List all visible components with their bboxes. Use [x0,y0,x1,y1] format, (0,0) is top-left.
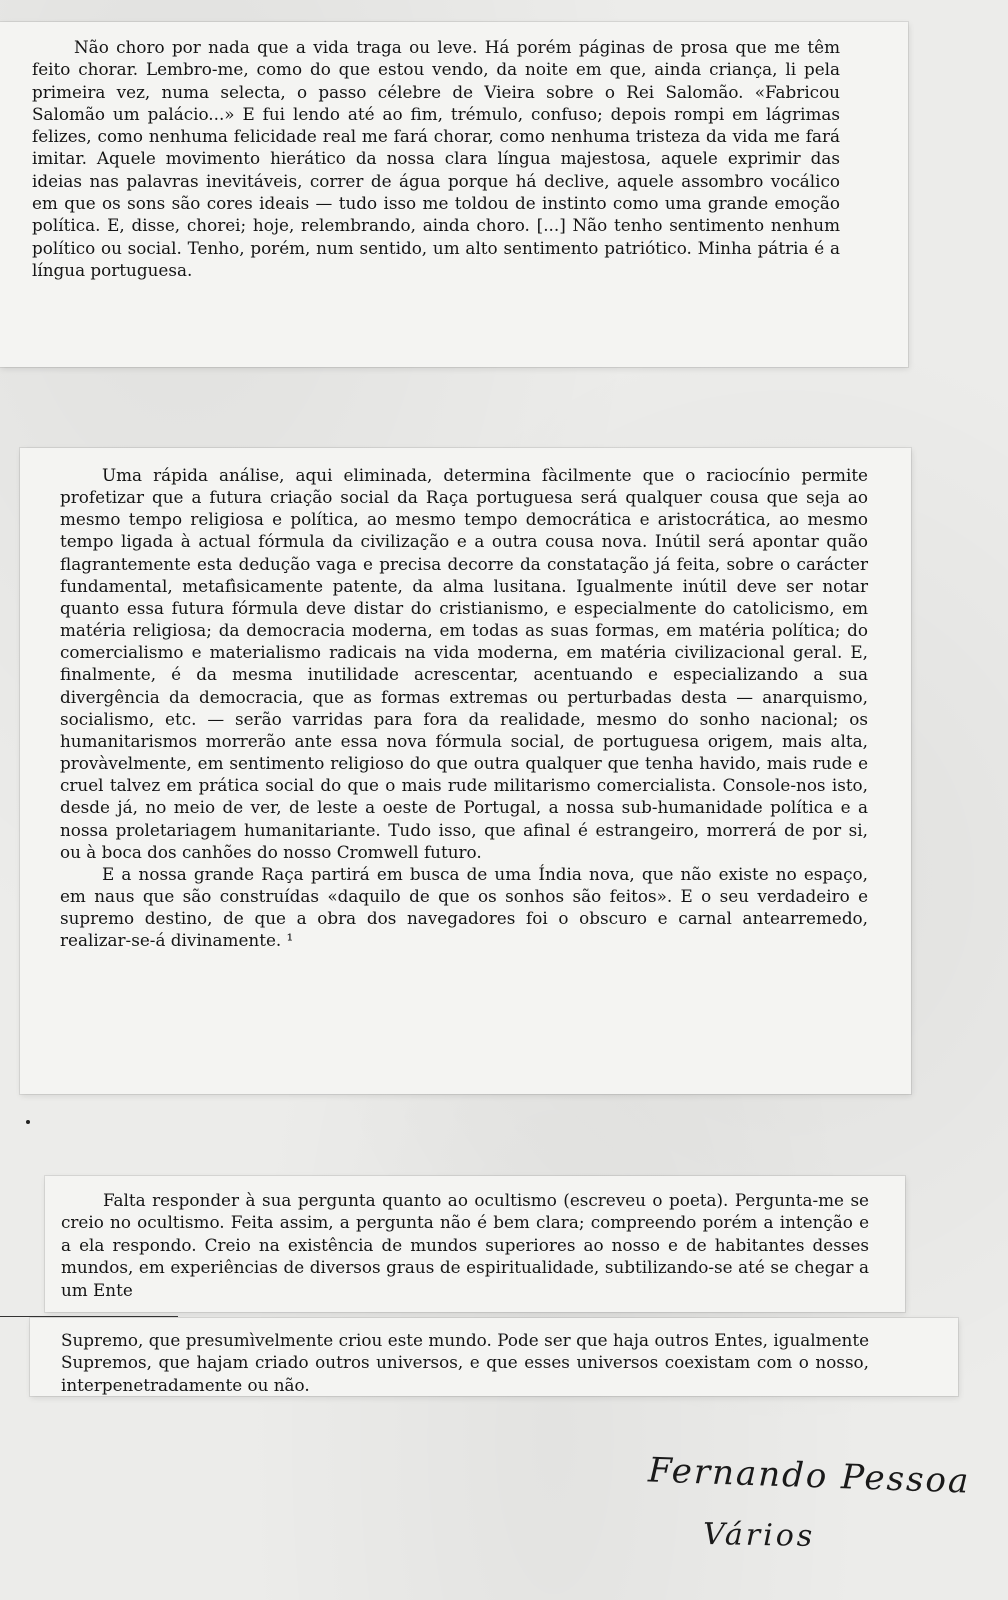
paragraph: E a nossa grande Raça partirá em busca de uma Índia nova, que não existe no espaço, em naus que são construídas «daquilo de que os sonhos são feitos». E o seu verdadeiro e supremo destino, de que a obra dos navegadores foi o obscuro e carnal antearremedo, realizar-se-á divinamente. ¹ [60,863,868,951]
newspaper-clipping-raca [20,448,911,1094]
newspaper-clipping-ocultismo [45,1176,905,1312]
handwritten-signature: Fernando Pessoa [647,1450,971,1502]
clipping-text-block [60,464,868,951]
ink-dot [26,1120,30,1124]
paragraph: Falta responder à sua pergunta quanto ao ocultismo (escreveu o poeta). Pergunta-me se creio no ocultismo. Feita assim, a pergunta não é bem clara; compreendo porém a intenção e a ela respondo. Creio na existência de mundos superiores ao nosso e de habitantes desses mundos, em experiências de diversos graus de espiritualidade, subtilizando-se até se chegar a um Ente [61,1190,869,1300]
paragraph: Supremo, que presumìvelmente criou este mundo. Pode ser que haja outros Entes, igualmente Supremos, que hajam criado outros universos, e que esses universos coexistam com o nosso, interpenetradamente ou não. [61,1330,869,1395]
paragraph: Não choro por nada que a vida traga ou leve. Há porém páginas de prosa que me têm feito chorar. Lembro-me, como do que estou vendo, da noite em que, ainda criança, li pela primeira vez, numa selecta, o passo célebre de Vieira sobre o Rei Salomão. «Fabricou Salomão um palácio...» E fui lendo até ao fim, trémulo, confuso; depois rompi em lágrimas felizes, como nenhuma felicidade real me fará chorar, como nenhuma tristeza da vida me fará imitar. Aquele movimento hierático da nossa clara língua majestosa, aquele exprimir das ideias nas palavras inevitáveis, correr de água porque há declive, aquele assombro vocálico em que os sons são cores ideais — tudo isso me toldou de instinto como uma grande emoção política. E, disse, chorei; hoje, relembrando, ainda choro. [...] Não tenho sentimento nenhum político ou social. Tenho, porém, num sentido, um alto sentimento patriótico. Minha pátria é a língua portuguesa. [32,37,840,280]
newspaper-clipping-patria [0,22,908,367]
clipping-text-block [61,1329,869,1396]
clipping-text-block [61,1189,869,1301]
handwritten-note: Vários [702,1517,816,1554]
clipping-text-block [32,36,840,281]
newspaper-clipping-continuation [30,1318,958,1396]
cut-edge-line [0,1316,178,1317]
paragraph: Uma rápida análise, aqui eliminada, determina fàcilmente que o raciocínio permite profetizar que a futura criação social da Raça portuguesa será qualquer cousa que seja ao mesmo tempo religiosa e política, ao mesmo tempo democrática e aristocrática, ao mesmo tempo ligada à actual fórmula da civilização e a outra cousa nova. Inútil será apontar quão flagrantemente esta dedução vaga e precisa decorre da constatação já feita, sobre o carácter fundamental, metafìsicamente patente, da alma lusitana. Igualmente inútil deve ser notar quanto essa futura fórmula deve distar do cristianismo, e especialmente do catolicismo, em matéria religiosa; da democracia moderna, em todas as suas formas, em matéria política; do comercialismo e materialismo radicais na vida moderna, em matéria civilizacional geral. E, finalmente, é da mesma inutilidade acrescentar, acentuando e especializando a sua divergência da democracia, que as formas extremas ou perturbadas desta — anarquismo, socialismo, etc. — serão varridas para fora da realidade, mesmo do sonho nacional; os humanitarismos morrerão ante essa nova fórmula social, de portuguesa origem, mais alta, provàvelmente, em sentimento religioso do que outra qualquer que tenha havido, mais rude e cruel talvez em prática social do que o mais rude militarismo comercialista. Console-nos isto, desde já, no meio de ver, de leste a oeste de Portugal, a nossa sub-humanidade política e a nossa proletariagem humanitariante. Tudo isso, que afinal é estrangeiro, morrerá de por si, ou à boca dos canhões do nosso Cromwell futuro. [60,465,868,862]
